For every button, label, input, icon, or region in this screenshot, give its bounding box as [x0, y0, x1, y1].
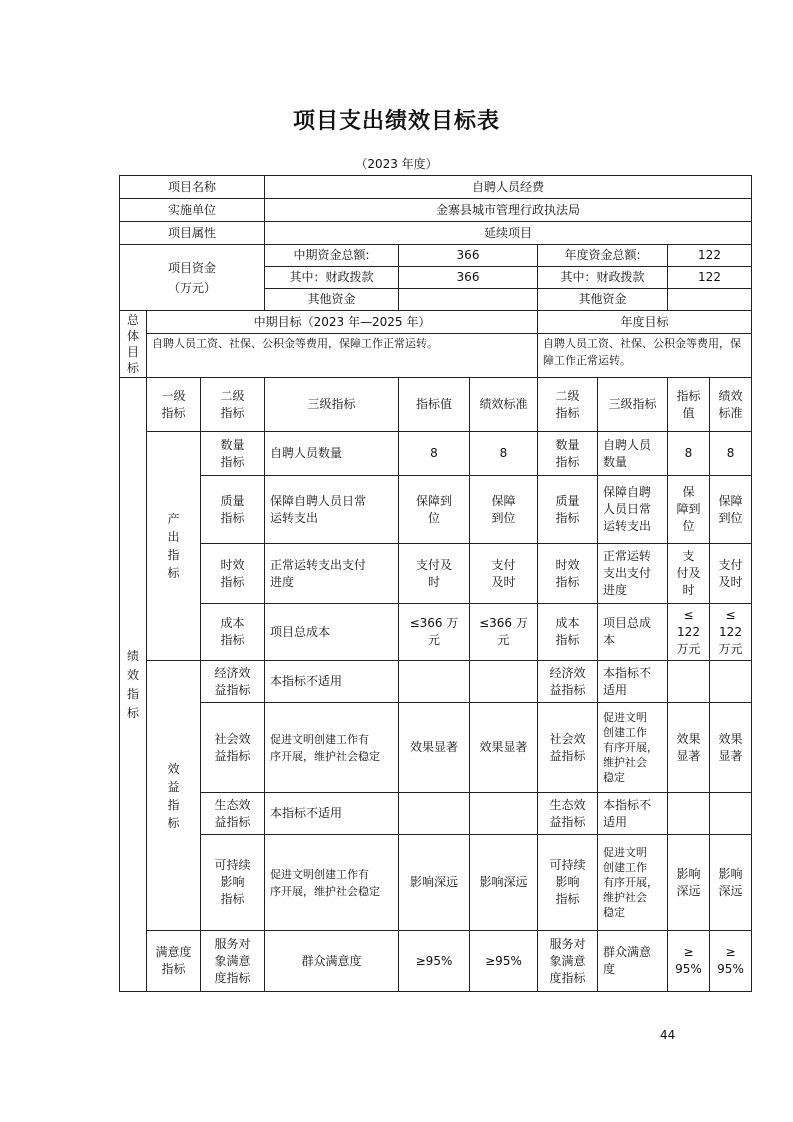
- mid-other-value: [399, 289, 538, 311]
- table-row: [120, 931, 752, 992]
- row-l3: 本指标不适用: [265, 661, 399, 703]
- row-year-value: 保 障到 位: [668, 476, 710, 544]
- row-l2: 生态效 益指标: [201, 793, 265, 835]
- year-goal-text: 自聘人员工资、社保、公积金等费用，保障工作正常运转。: [538, 334, 752, 378]
- row-standard: [470, 793, 538, 835]
- year-fiscal-value: 122: [668, 267, 752, 289]
- row-year-l3: 群众满意 度: [598, 931, 668, 992]
- header-year-standard: 绩效 标准: [710, 378, 752, 432]
- year-fiscal-label: 其中：财政拨款: [538, 267, 668, 289]
- table-row: [120, 793, 752, 835]
- mid-fiscal-value: 366: [399, 267, 538, 289]
- row-standard: 保障 到位: [470, 476, 538, 544]
- page-number: 44: [660, 1028, 676, 1042]
- table-row: [120, 476, 752, 544]
- project-name-value: 自聘人员经费: [265, 176, 752, 199]
- row-year-l2: 生态效 益指标: [538, 793, 598, 835]
- row-standard: [470, 661, 538, 703]
- row-year-value: ≤ 122 万元: [668, 604, 710, 661]
- table-row: [120, 661, 752, 703]
- row-year-value: 效果 显著: [668, 703, 710, 793]
- row-year-l2: 服务对 象满意 度指标: [538, 931, 598, 992]
- row-value: 影响深远: [399, 835, 470, 931]
- attribute-value: 延续项目: [265, 222, 752, 245]
- year-other-label: 其他资金: [538, 289, 668, 311]
- header-year-level2: 二级 指标: [538, 378, 598, 432]
- row-l2: 服务对 象满意 度指标: [201, 931, 265, 992]
- row-l3: 促进文明创建工作有 序开展，维护社会稳定: [265, 835, 399, 931]
- fiscal-year: （2023 年度）: [355, 157, 438, 171]
- attribute-label: 项目属性: [120, 222, 265, 245]
- project-name-label: 项目名称: [120, 176, 265, 199]
- row-standard: 效果显著: [470, 703, 538, 793]
- row-standard: ≥95%: [470, 931, 538, 992]
- row-year-l3: 本指标不 适用: [598, 793, 668, 835]
- page-title: 项目支出绩效目标表: [292, 109, 500, 134]
- row-l3: 项目总成本: [265, 604, 399, 661]
- output-indicator-label: 产 出 指 标: [147, 432, 201, 661]
- table-row: [120, 432, 752, 476]
- header-level3: 三级指标: [265, 378, 399, 432]
- row-l3: 自聘人员数量: [265, 432, 399, 476]
- row-year-value: 影响 深远: [668, 835, 710, 931]
- row-value: 保障到 位: [399, 476, 470, 544]
- row-year-standard: 影响 深远: [710, 835, 752, 931]
- row-standard: 影响深远: [470, 835, 538, 931]
- row-value: ≤366 万 元: [399, 604, 470, 661]
- row-year-l2: 可持续 影响 指标: [538, 835, 598, 931]
- header-year-value: 指标 值: [668, 378, 710, 432]
- row-year-value: 8: [668, 432, 710, 476]
- row-year-l3: 促进文明 创建工作 有序开展， 维护社会 稳定: [598, 835, 668, 931]
- benefit-indicator-label: 效 益 指 标: [147, 661, 201, 931]
- row-year-value: [668, 793, 710, 835]
- row-value: [399, 661, 470, 703]
- row-year-value: [668, 661, 710, 703]
- row-year-l3: 正常运转 支出支付 进度: [598, 544, 668, 604]
- row-year-value: 支 付及 时: [668, 544, 710, 604]
- table-row: [120, 835, 752, 931]
- table-row: [120, 544, 752, 604]
- row-l2: 社会效 益指标: [201, 703, 265, 793]
- row-standard: ≤366 万 元: [470, 604, 538, 661]
- row-year-standard: 支付 及时: [710, 544, 752, 604]
- row-l2: 数量 指标: [201, 432, 265, 476]
- row-year-l3: 自聘人员 数量: [598, 432, 668, 476]
- row-year-standard: 效果 显著: [710, 703, 752, 793]
- header-level2: 二级 指标: [201, 378, 265, 432]
- row-l3: 本指标不适用: [265, 793, 399, 835]
- row-year-l3: 项目总成 本: [598, 604, 668, 661]
- funds-label: 项目资金 （万元）: [120, 245, 265, 311]
- row-value: 效果显著: [399, 703, 470, 793]
- row-year-l3: 保障自聘 人员日常 运转支出: [598, 476, 668, 544]
- row-year-l2: 数量 指标: [538, 432, 598, 476]
- row-year-standard: ≤ 122 万元: [710, 604, 752, 661]
- mid-goal-header: 中期目标（2023 年—2025 年）: [147, 311, 538, 334]
- row-year-l3: 本指标不 适用: [598, 661, 668, 703]
- mid-goal-text: 自聘人员工资、社保、公积金等费用，保障工作正常运转。: [147, 334, 538, 378]
- row-l2: 经济效 益指标: [201, 661, 265, 703]
- row-l2: 可持续 影响 指标: [201, 835, 265, 931]
- year-other-value: [668, 289, 752, 311]
- performance-table: [119, 175, 752, 992]
- header-standard: 绩效标准: [470, 378, 538, 432]
- row-year-l2: 时效 指标: [538, 544, 598, 604]
- row-l2: 时效 指标: [201, 544, 265, 604]
- row-l2: 质量 指标: [201, 476, 265, 544]
- mid-other-label: 其他资金: [265, 289, 399, 311]
- row-standard: 支付 及时: [470, 544, 538, 604]
- table-row: [120, 604, 752, 661]
- year-total-label: 年度资金总额:: [538, 245, 668, 267]
- row-year-l2: 社会效 益指标: [538, 703, 598, 793]
- row-year-standard: ≥ 95%: [710, 931, 752, 992]
- row-year-l2: 质量 指标: [538, 476, 598, 544]
- year-goal-header: 年度目标: [538, 311, 752, 334]
- performance-indicator-label: 绩 效 指 标: [120, 378, 147, 992]
- row-year-standard: 8: [710, 432, 752, 476]
- year-total-value: 122: [668, 245, 752, 267]
- header-year-level3: 三级指标: [598, 378, 668, 432]
- row-l3: 促进文明创建工作有 序开展，维护社会稳定: [265, 703, 399, 793]
- mid-fiscal-label: 其中：财政拨款: [265, 267, 399, 289]
- mid-total-label: 中期资金总额:: [265, 245, 399, 267]
- unit-label: 实施单位: [120, 199, 265, 222]
- row-l3: 群众满意度: [265, 931, 399, 992]
- overall-goal-label: 总 体 目 标: [120, 311, 147, 378]
- row-year-standard: [710, 793, 752, 835]
- row-value: 支付及 时: [399, 544, 470, 604]
- row-year-l2: 经济效 益指标: [538, 661, 598, 703]
- row-value: 8: [399, 432, 470, 476]
- row-l3: 正常运转支出支付 进度: [265, 544, 399, 604]
- row-year-value: ≥ 95%: [668, 931, 710, 992]
- unit-value: 金寨县城市管理行政执法局: [265, 199, 752, 222]
- row-year-standard: [710, 661, 752, 703]
- header-value: 指标值: [399, 378, 470, 432]
- row-value: [399, 793, 470, 835]
- row-year-l2: 成本 指标: [538, 604, 598, 661]
- header-level1: 一级 指标: [147, 378, 201, 432]
- row-value: ≥95%: [399, 931, 470, 992]
- row-year-standard: 保障 到位: [710, 476, 752, 544]
- row-year-l3: 促进文明 创建工作 有序开展， 维护社会 稳定: [598, 703, 668, 793]
- table-row: [120, 703, 752, 793]
- satisfaction-indicator-label: 满意度 指标: [147, 931, 201, 992]
- row-l2: 成本 指标: [201, 604, 265, 661]
- row-l3: 保障自聘人员日常 运转支出: [265, 476, 399, 544]
- row-standard: 8: [470, 432, 538, 476]
- mid-total-value: 366: [399, 245, 538, 267]
